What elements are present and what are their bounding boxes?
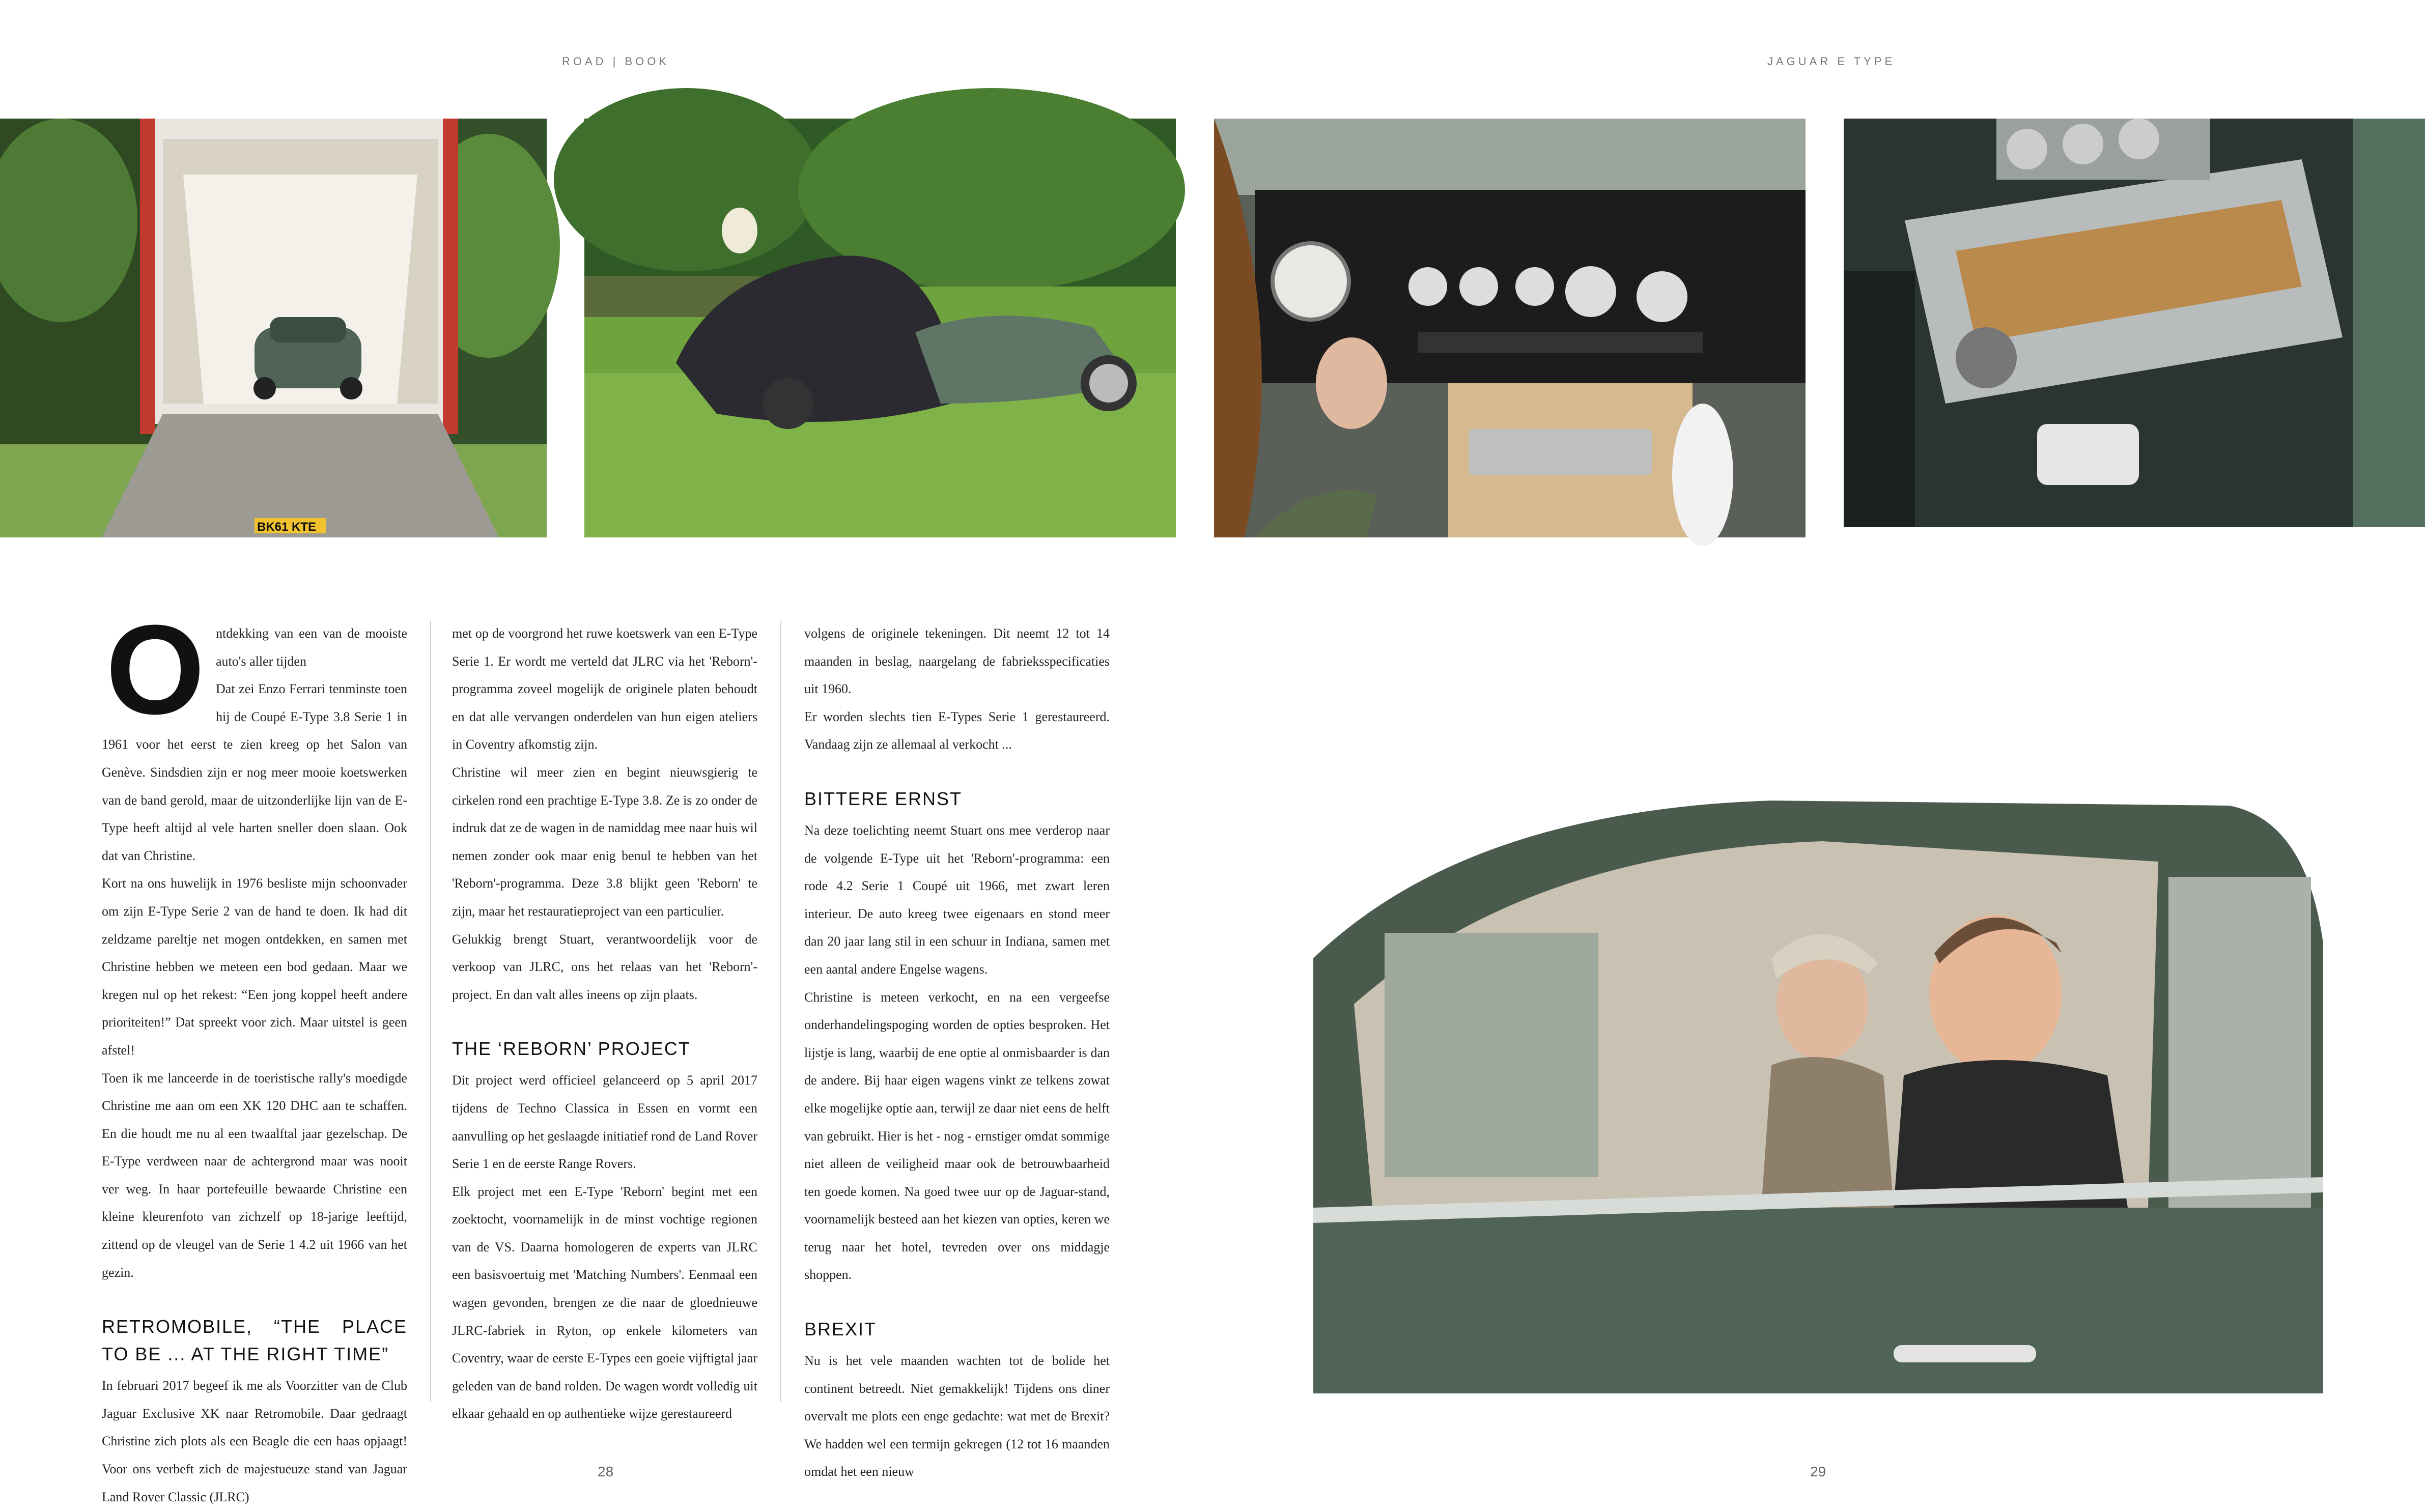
section-heading: BREXIT xyxy=(804,1319,877,1340)
article-column-2 xyxy=(452,620,757,1421)
running-head-left: ROAD | BOOK xyxy=(562,55,670,68)
paragraph: Elk project met een E-Type 'Reborn' begint met een zoektocht, voornamelijk in de minst vochtige regionen van de VS. Daarna homologeren de experts van JLRC een basisvoertuig met 'Matching Numbers'. Eenmaal een wagen gevonden, brengen ze die naar de gloednieuwe JLRC-fabriek in Ryton, op enkele kilometers van Coventry, waar de eerste E-Types een goeie vijftigtal jaar geleden van de band rolden. De wagen wordt volledig uit elkaar gehaald en op authentieke wijze gerestaureerd xyxy=(452,1184,757,1421)
svg-text:O: O xyxy=(105,598,205,740)
column-rule-1 xyxy=(430,621,431,1402)
paragraph: Christine wil meer zien en begint nieuwsgierig te cirkelen rond een prachtige E-Type 3.8. Ze is zo onder de indruk dat ze de wagen in de namiddag mee naar huis wil nemen zonder ook maar enig benul te hebben van het 'Reborn'-programma. Deze 3.8 blijkt geen 'Reborn' te zijn, maar het restauratieproject van een particulier. xyxy=(452,764,757,919)
page-number-left: 28 xyxy=(598,1464,614,1479)
section-heading: BITTERE ERNST xyxy=(804,788,963,809)
paragraph: Gelukkig brengt Stuart, verantwoordelijk voor de verkoop van JLRC, ons het relaas van het 'Reborn'-project. En dan valt alles ineens op zijn plaats. xyxy=(452,931,757,1002)
article-column-3 xyxy=(804,620,1110,1479)
paragraph: volgens de originele tekeningen. Dit neemt 12 tot 14 maanden in beslag, naargelang de fabrieksspecificaties uit 1960. xyxy=(804,626,1110,697)
engine-photo xyxy=(1844,119,2425,527)
paragraph: Er worden slechts tien E-Types Serie 1 gerestaureerd. Vandaag zijn ze allemaal al verkocht ... xyxy=(804,709,1110,752)
running-head-right: JAGUAR E TYPE xyxy=(1767,55,1896,68)
paragraph: met op de voorgrond het ruwe koetswerk van een E-Type Serie 1. Er wordt me verteld dat JLRC via het 'Reborn'-programma zoveel mogelijk de originele platen behoudt en dat alle vervangen onderdelen van hun eigen ateliers in Coventry afkomstig zijn. xyxy=(452,626,757,752)
paragraph: Dat zei Enzo Ferrari tenminste toen hij de Coupé E-Type 3.8 Serie 1 in 1961 voor het eerst te zien kreeg op het Salon van Genève. Sindsdien zijn er nog meer mooie koetswerken van de band gerold, maar de uitzonderlijke lijn van de E-Type heeft altijd al vele harten sneller doen slaan. Ook dat van Christine. xyxy=(102,681,407,863)
license-plate: BK61 KTE xyxy=(257,520,317,534)
truck-photo xyxy=(0,119,547,537)
section-heading: RETROMOBILE, “THE PLACE TO BE ... AT THE RIGHT TIME” xyxy=(102,1316,407,1365)
couple-in-car-photo xyxy=(1313,790,2323,1393)
covered-car-lawn-photo xyxy=(584,119,1176,537)
dropcap xyxy=(102,598,209,740)
paragraph: Toen ik me lanceerde in de toeristische rally's moedigde Christine me aan om een XK 120 DHC aan te schaffen. En die houdt me nu al een twaalftal jaar gezelschap. De E-Type verdween naar de achtergrond maar was nooit ver weg. In haar portefeuille bewaarde Christine een kleine kleurenfoto van zichzelf op 18-jarige leeftijd, zittend op de vleugel van de Serie 1 4.2 uit 1966 van het gezin. xyxy=(102,1070,407,1280)
paragraph: In februari 2017 begeef ik me als Voorzitter van de Club Jaguar Exclusive XK naar Retromobile. Daar gedraagt Christine zich plots als een Beagle die een haas opjaagt! Voor ons verbeft zich de majestueuze stand van Jaguar Land Rover Classic (JLRC) xyxy=(102,1378,407,1504)
page-number-right: 29 xyxy=(1810,1464,1826,1479)
paragraph: Na deze toelichting neemt Stuart ons mee verderop naar de volgende E-Type uit het 'Reborn'-programma: een rode 4.2 Serie 1 Coupé uit 1966, met zwart leren interieur. De auto kreeg twee eigenaars en stond meer dan 20 jaar lang stil in een schuur in Indiana, samen met een aantal andere Engelse wagens. xyxy=(804,822,1110,977)
paragraph: Nu is het vele maanden wachten tot de bolide het continent betreedt. Niet gemakkelijk! Tijdens ons diner overvalt me plots een enge gedachte: wat met de Brexit? We hadden wel een termijn gekregen (12 tot 16 maanden omdat het een nieuw xyxy=(804,1353,1110,1479)
dashboard-photo xyxy=(1214,119,1806,537)
column-rule-2 xyxy=(780,621,781,1402)
paragraph: Christine is meteen verkocht, en na een vergeefse onderhandelingspoging worden de opties besproken. Het lijstje is lang, waarbij de ene optie al onmisbaarder is dan de andere. Bij haar eigen wagens vinkt ze telkens zowat elke mogelijke optie aan, terwijl ze daar niet eens de helft van gebruikt. Hier is het - nog - ernstiger omdat sommige niet alleen de veiligheid maar ook de betrouwbaarheid ten goede komen. Na goed twee uur op de Jaguar-stand, voornamelijk besteed aan het kiezen van opties, keren we terug naar het hotel, tevreden over ons middagje shoppen. xyxy=(804,989,1110,1282)
section-heading: THE ‘REBORN’ PROJECT xyxy=(452,1038,691,1060)
paragraph: Kort na ons huwelijk in 1976 besliste mijn schoonvader om zijn E-Type Serie 2 van de hand te doen. Ik had dit zeldzame pareltje net mogen ontdekken, en samen met Christine hebben we meteen een bod gedaan. Maar we kregen nul op het rekest: “Een jong koppel heeft andere prioriteiten!” Dat spreekt voor zich. Maar uitstel is geen afstel! xyxy=(102,876,407,1058)
paragraph: ntdekking van een van de mooiste auto's aller tijden xyxy=(216,626,407,669)
article-column-1 xyxy=(102,598,407,1504)
paragraph: Dit project werd officieel gelanceerd op 5 april 2017 tijdens de Techno Classica in Essen en vormt een aanvulling op het geslaagde initiatief rond de Land Rover Serie 1 en de eerste Range Rovers. xyxy=(452,1073,757,1172)
